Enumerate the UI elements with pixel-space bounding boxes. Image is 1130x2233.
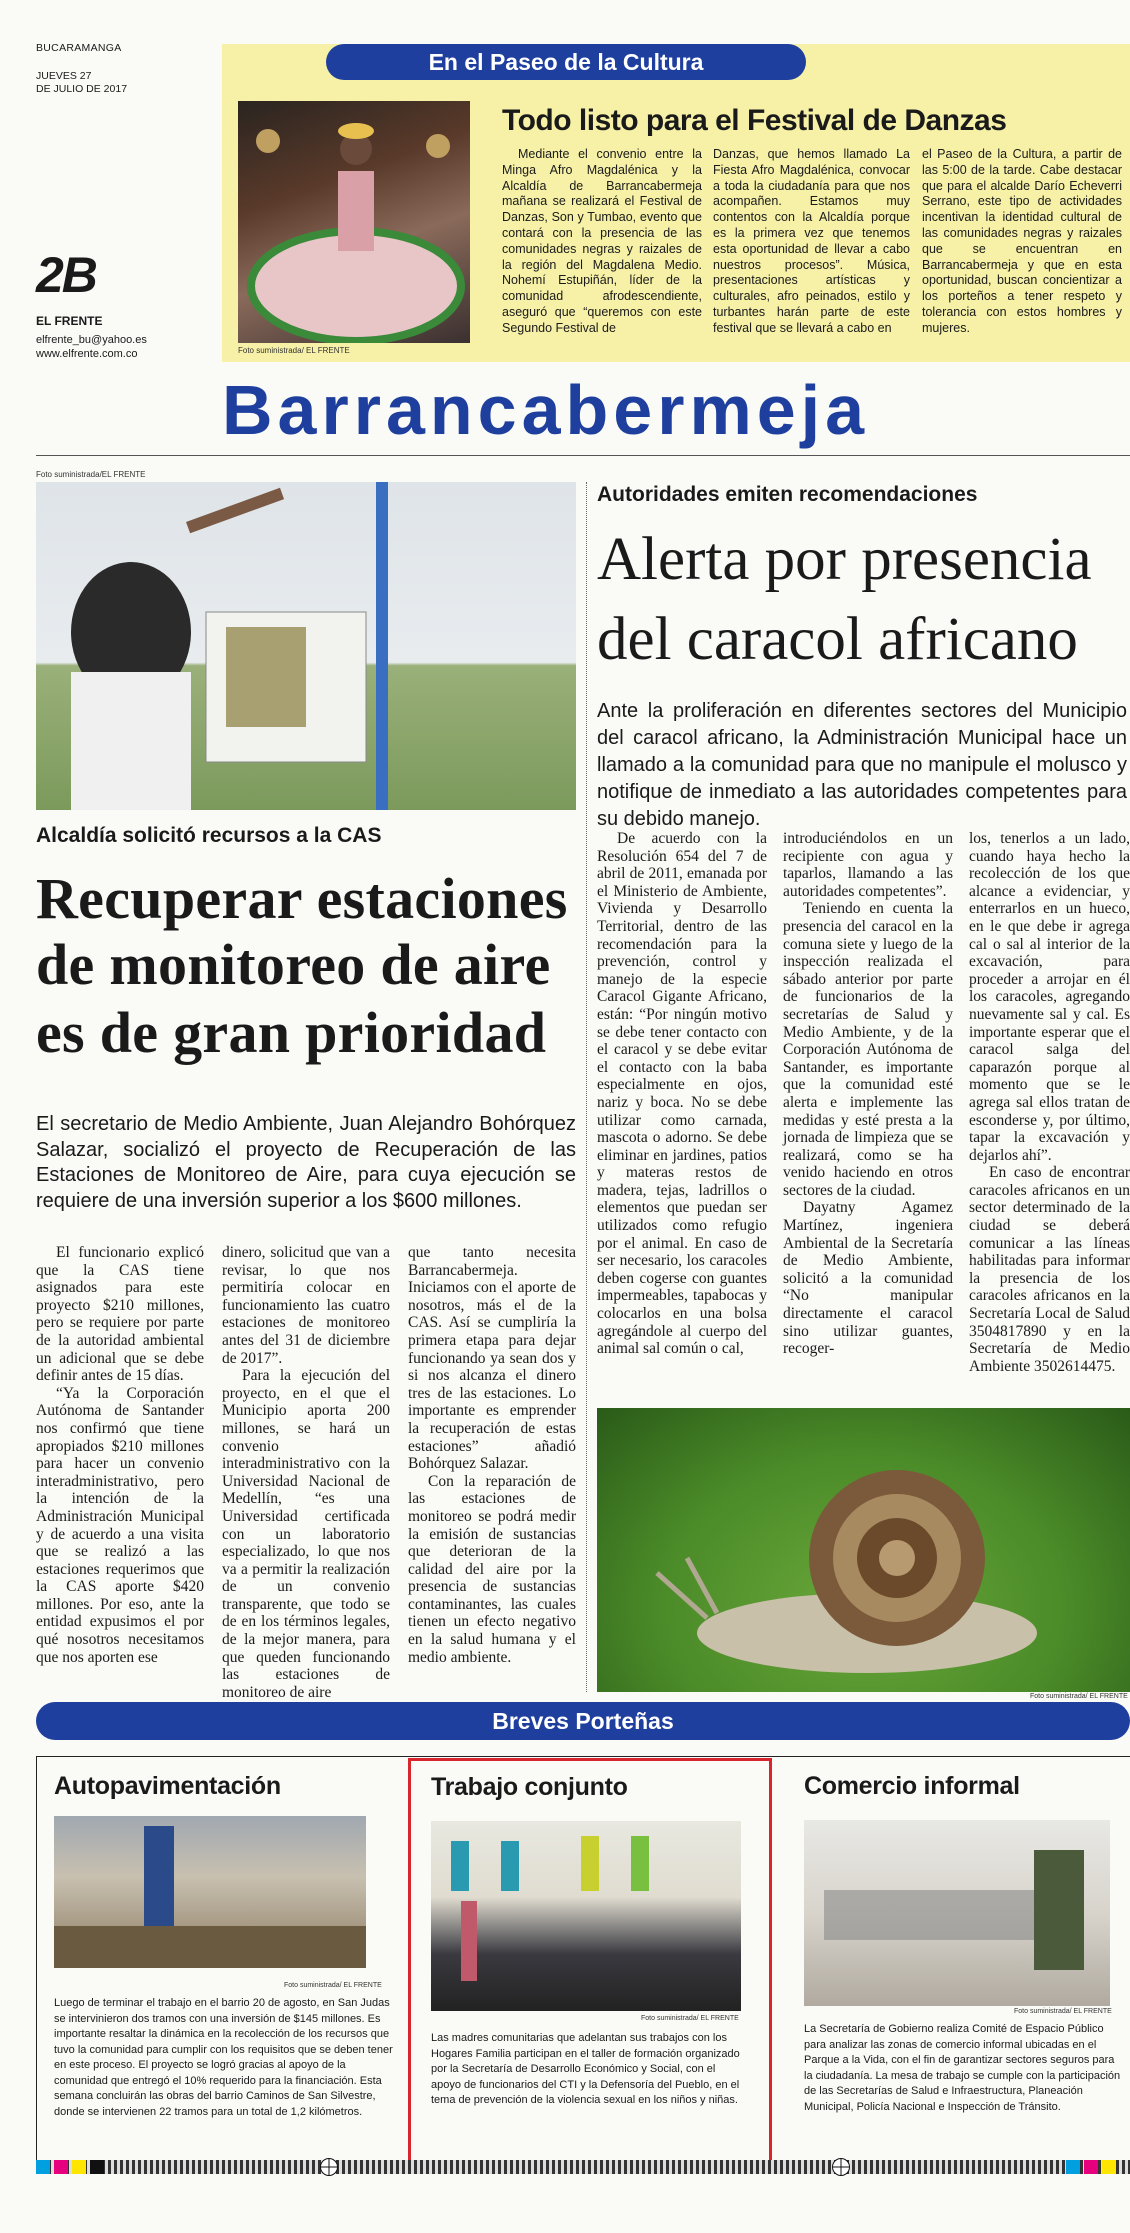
email-text: elfrente_bu@yahoo.es bbox=[36, 334, 147, 346]
culture-box bbox=[222, 44, 1130, 362]
snail-col-3-p2: En caso de encontrar caracoles africanos en un sector determinado de la ciudad se deberá comunicar a las líneas habilitadas para informar la presencia de los caracoles africanos en la Secretaría Local de Salud 3504817890 y en la Secretaría de Medio Ambiente 3502614475. bbox=[969, 1164, 1130, 1375]
snail-headline-line-2: del caracol africano bbox=[597, 606, 1078, 673]
snail-col-2-p2: Teniendo en cuenta la presencia del caracol en la comuna siete y luego de la inspección realizada el sábado anterior por parte de funcionarios de la secretarías de Salud y Medio Ambiente, y de la Corporación Autónoma de Santander, es importante que la comunidad esté alerta e implemente las medidas y esté presta a la jornada de limpieza que se realizará, como se ha venido haciendo en otros sectores de la ciudad. bbox=[783, 900, 953, 1199]
culture-photo-credit: Foto suministrada/ EL FRENTE bbox=[238, 346, 350, 355]
brief-1-body: Luego de terminar el trabajo en el barrio 20 de agosto, en San Judas se intervinieron dos tramos con una inversión de $145 millones. Es importante resaltar la dinámica en la recolección de los recursos que tuvo la comunidad para cumplir con los requisitos que se deben tener en este proceso. El proyecto se logró gracias al apoyo de la comunidad que entregó el 10% requerido para la financiación. Esta semana concluirán las obras del barrio Caminos de San Silvestre, donde se intervienen 22 tramos para un total de 1,2 kilómetros. bbox=[54, 1997, 393, 2118]
brief-3-title: Comercio informal bbox=[804, 1772, 1020, 1800]
color-swatch-magenta-2 bbox=[1084, 2160, 1098, 2174]
brief-1-photo bbox=[54, 1816, 366, 1968]
air-kicker: Alcaldía solicitó recursos a la CAS bbox=[36, 824, 382, 847]
culture-col-2: Danzas, que hemos llamado La Fiesta Afro Magdalénica, convocar a toda la ciudadanía para que nos acompañen. Estamos muy contentos con la Alcaldía porque es la primera vez que tenemos esta oportunidad de llevar a cabo nuestros procesos”. Música, presentaciones artísticas y culturales, afro peinados, estilo y turbantes harán parte de este festival que se llevará a cabo en bbox=[713, 147, 910, 335]
air-lead: El secretario de Medio Ambiente, Juan Alejandro Bohórquez Salazar, socializó el proyecto de Recuperación de las Estaciones de Monitoreo de Aire, para cuya ejecución se requiere de una inversión superior a los $600 millones. bbox=[36, 1113, 576, 1212]
air-headline-line-3: es de gran prioridad bbox=[36, 1000, 547, 1065]
website-text: www.elfrente.com.co bbox=[36, 348, 138, 360]
breves-banner: Breves Porteñas bbox=[36, 1702, 1130, 1740]
air-col-3-p1: que tanto necesita Barrancabermeja. Iniciamos con el aporte de nosotros, más el de la CAS. Así se cumpliría la primera etapa para dejar funcionando ya sean dos y si nos alcanza el dinero tres de las estaciones. Lo importante es emprender la recuperación de estas estaciones” añadió Bohórquez Salazar. bbox=[408, 1244, 576, 1473]
snail-col-2 bbox=[783, 830, 953, 1358]
color-swatch-black bbox=[90, 2160, 104, 2174]
air-col-1-p2: “Ya la Corporación Autónoma de Santander nos confirmó que tiene apropiados $210 millones para hacer un convenio interadministrativo, pero la intención de la Administración Municipal y de acuerdo a una visita que se realizó a las estaciones requerimos que la CAS aporte $420 millones. Por eso, ante la entidad expusimos el por qué nosotros necesitamos que nos aporten ese bbox=[36, 1384, 204, 1666]
air-station-photo bbox=[36, 482, 576, 810]
brief-1-credit: Foto suministrada/ EL FRENTE bbox=[284, 1982, 382, 1989]
city-label: BUCARAMANGA bbox=[36, 42, 122, 54]
snail-col-3-p1: los, tenerlos a un lado, cuando haya hecho la recolección de los que alcance a evidenciar, y enterrarlos en un hueco, en le que debe ir agrega cal o sal al interior de la excavación, para proceder a arrojar en él los caracoles, agregando nuevamente sal y cal. Es importante esperar que el caracol salga del caparazón porque al momento que se le agrega sal ellos tratan de esconderse y, por último, tapar la excavación y dejarlos ahí”. bbox=[969, 830, 1130, 1164]
color-swatch-cyan-2 bbox=[1066, 2160, 1080, 2174]
registration-mark-icon bbox=[320, 2158, 338, 2176]
brief-trabajo-conjunto bbox=[408, 1758, 772, 2164]
culture-col-1: Mediante el convenio entre la Minga Afro Magdalénica y la Alcaldía de Barrancabermeja mañana se realizará el Festival de Danzas, Son y Tumbao, evento que contará con la presencia de las comunidades negras y raizales de la región del Magdalena Medio. Nohemí Estupiñán, líder de la comunidad afrodescendiente, aseguró que “queremos con este Segundo Festival de bbox=[502, 147, 702, 335]
air-col-3-p2: Con la reparación de las estaciones de monitoreo se podrá medir la emisión de sustancias que deterioran de la calidad del aire por la presencia de sustancias contaminantes, las cuales tienen un efecto negativo en la salud humana y el medio ambiente. bbox=[408, 1472, 576, 1666]
dance-photo bbox=[238, 101, 470, 343]
snail-col-1-p1: De acuerdo con la Resolución 654 del 7 de abril de 2011, emanada por el Ministerio de Ambiente, Vivienda y Desarrollo Territorial, dentro de las recomendación para la prevención, control y manejo de la especie Caracol Gigante Africano, están: “Por ningún motivo se debe tener contacto con el caracol y se debe evitar el contacto con la baba especialmente en ojos, nariz y boca. No se debe utilizar como carnada, mascota o adorno. Se debe eliminar en jardines, patios y materas restos de madera, tejas, ladrillos o elementos que puedan ser utilizados como refugio por el animal. En caso de ser necesario, los caracoles deben cogerse con guantes impermeables, tapabocas y colocarlos en una bolsa agregándole al cuerpo del animal sal común o cal, bbox=[597, 830, 767, 1358]
brief-1-title: Autopavimentación bbox=[54, 1772, 281, 1800]
date-line-1: JUEVES 27 bbox=[36, 70, 92, 82]
column-divider bbox=[586, 482, 587, 1692]
snail-col-1 bbox=[597, 830, 767, 1358]
page-code: 2B bbox=[36, 247, 96, 303]
culture-col-3: el Paseo de la Cultura, a partir de las 5:00 de la tarde. Cabe destacar que para el alcalde Darío Echeverri Serrano, este tipo de actividades incentivan la identidad cultural de las comunidades negras y raizales que se encuentran en Barrancabermeja y que en esta oportunidad, buscan concientizar a los porteños a tener respeto y tolerancia con estos hombres y mujeres. bbox=[922, 147, 1122, 335]
snail-headline-line-1: Alerta por presencia bbox=[597, 526, 1092, 593]
brief-autopavimentacion bbox=[36, 1760, 406, 2160]
air-headline-line-1: Recuperar estaciones bbox=[36, 866, 568, 931]
air-col-1 bbox=[36, 1244, 204, 1666]
color-swatch-yellow bbox=[72, 2160, 86, 2174]
brief-3-photo bbox=[804, 1820, 1110, 2006]
brief-3-credit: Foto suministrada/ EL FRENTE bbox=[1014, 2008, 1112, 2015]
registration-mark-icon-2 bbox=[832, 2158, 850, 2176]
air-col-2 bbox=[222, 1244, 390, 1701]
paper-name: EL FRENTE bbox=[36, 314, 103, 328]
air-col-1-p1: El funcionario explicó que la CAS tiene asignados para este proyecto $210 millones, pero se requiere por parte de la autoridad ambiental un adicional que se debe definir antes de 15 días. bbox=[36, 1244, 204, 1385]
snail-col-2-p1: introduciéndolos en un recipiente con agua y taparlos, llamando a las autoridades competentes”. bbox=[783, 830, 953, 900]
date-line-2: DE JULIO DE 2017 bbox=[36, 83, 128, 95]
snail-photo-credit: Foto suministrada/ EL FRENTE bbox=[1030, 1693, 1128, 1700]
color-swatch-yellow-2 bbox=[1102, 2160, 1116, 2174]
snail-kicker: Autoridades emiten recomendaciones bbox=[597, 483, 978, 506]
culture-banner: En el Paseo de la Cultura bbox=[326, 44, 806, 80]
air-photo-credit: Foto suministrada/EL FRENTE bbox=[36, 470, 146, 479]
section-title: Barrancabermeja bbox=[222, 371, 869, 449]
culture-headline: Todo listo para el Festival de Danzas bbox=[502, 104, 1007, 137]
air-headline-line-2: de monitoreo de aire bbox=[36, 932, 551, 997]
color-swatch-cyan bbox=[36, 2160, 50, 2174]
brief-2-body: Las madres comunitarias que adelantan sus trabajos con los Hogares Familia participan en el taller de formación organizado por la Secretaría de Desarrollo Económico y Social, con el apoyo de funcionarios del CTI y la Defensoría del Pueblo, en el tema de prevención de la violencia sexual en los niños y niñas. bbox=[431, 2032, 740, 2106]
air-col-2-p2: Para la ejecución del proyecto, en el que el Municipio aporta 200 millones, se hará un convenio interadministrativo con la Universidad Nacional de Medellín, “es una Universidad certificada con un laboratorio especializado, lo que nos va a permitir la realización de un convenio transparente, que todo se de en los términos legales, de la mejor manera, para que queden funcionando las estaciones de monitoreo de aire bbox=[222, 1367, 390, 1701]
snail-col-2-p3: Dayatny Agamez Martínez, ingeniera Ambiental de la Secretaría de Medio Ambiente, solicitó a la comunidad “No manipular directamente el caracol sino utilizar guantes, recoger- bbox=[783, 1199, 953, 1358]
brief-comercio-informal bbox=[786, 1760, 1130, 2160]
brief-2-photo bbox=[431, 1821, 741, 2011]
snail-photo bbox=[597, 1408, 1130, 1692]
air-col-3 bbox=[408, 1244, 576, 1666]
brief-2-title: Trabajo conjunto bbox=[431, 1773, 628, 1801]
color-swatch-magenta bbox=[54, 2160, 68, 2174]
air-col-2-p1: dinero, solicitud que van a revisar, lo que nos permitiría colocar en funcionamiento las cuatro estaciones de monitoreo antes del 31 de diciembre de 2017”. bbox=[222, 1244, 390, 1367]
snail-col-3 bbox=[969, 830, 1130, 1375]
print-registration-strip bbox=[36, 2160, 1130, 2174]
brief-2-credit: Foto suministrada/ EL FRENTE bbox=[641, 2015, 739, 2022]
section-rule bbox=[36, 455, 1130, 456]
brief-3-body: La Secretaría de Gobierno realiza Comité de Espacio Público para analizar las zonas de comercio informal ubicadas en el Parque a la Vida, con el fin de garantizar sectores seguros para la ciudadanía. La mesa de trabajo se cumple con la participación de las Secretarías de Salud e Infraestructura, Planeación Municipal, Policía Nacional e Inspección de Tránsito. bbox=[804, 2023, 1121, 2113]
snail-lead: Ante la proliferación en diferentes sectores del Municipio del caracol africano, la Administración Municipal hace un llamado a la comunidad para que no manipule el molusco y notifique de inmediato a las autoridades competentes para su debido manejo. bbox=[597, 700, 1127, 830]
